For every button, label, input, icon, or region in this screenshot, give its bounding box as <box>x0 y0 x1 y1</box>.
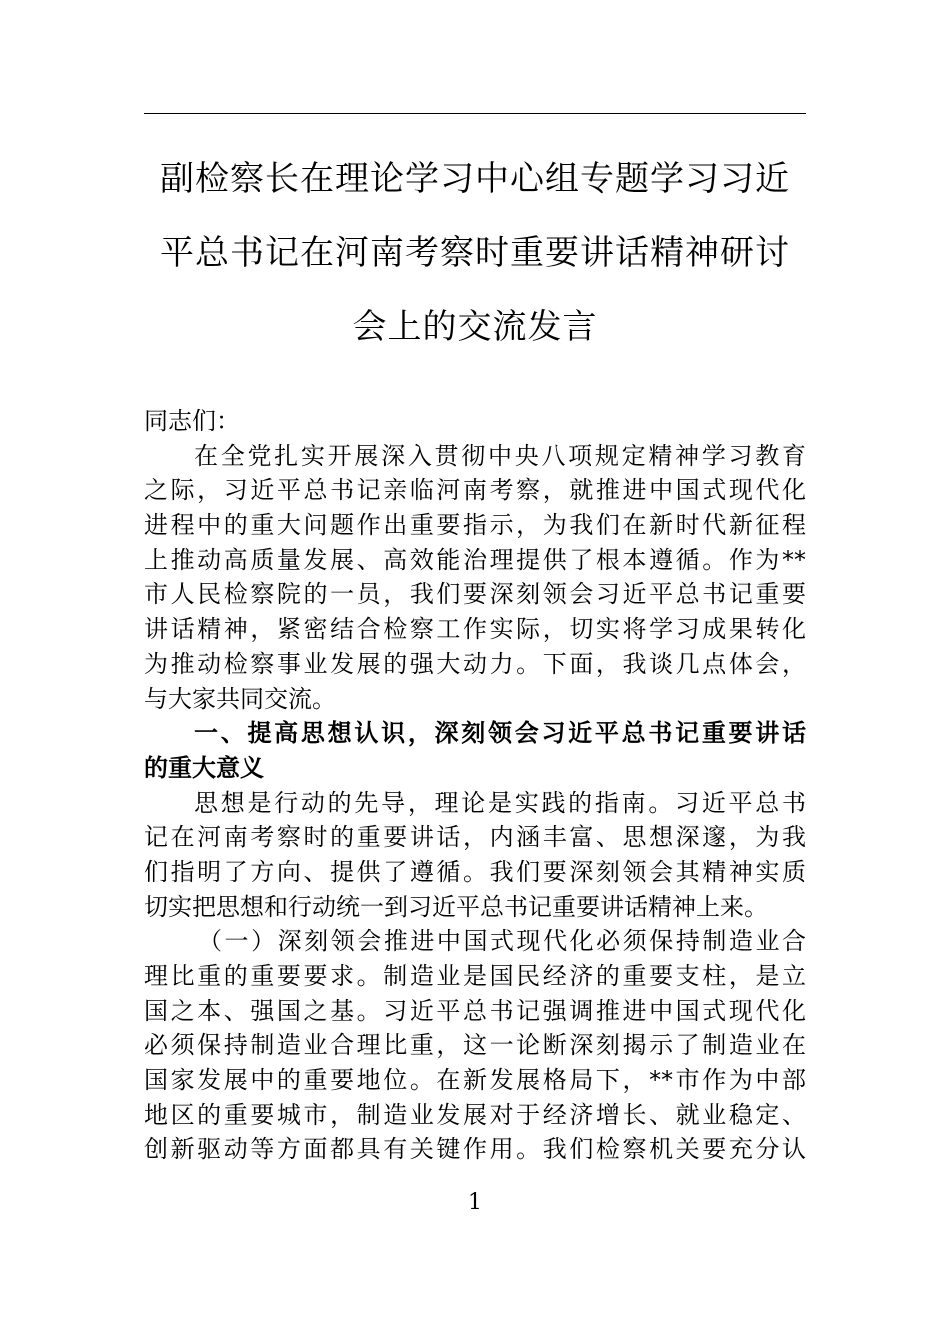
paragraph-line: 记在河南考察时的重要讲话，内涵丰富、思想深邃，为我 <box>144 823 806 852</box>
page-number: 1 <box>468 1190 482 1215</box>
paragraph-line: 市人民检察院的一员，我们要深刻领会习近平总书记重要 <box>144 580 806 609</box>
salutation: 同志们： <box>144 407 240 435</box>
paragraph-line: 切实把思想和行动统一到习近平总书记重要讲话精神上来。 <box>144 892 768 921</box>
section-heading-1: 一、提高思想认识，深刻领会习近平总书记重要讲话 <box>194 719 806 748</box>
document-title <box>144 159 806 384</box>
document-body <box>144 404 806 1167</box>
section-heading-1-cont: 的重大意义 <box>144 753 264 782</box>
paragraph-line: 讲话精神，紧密结合检察工作实际，切实将学习成果转化 <box>144 615 806 644</box>
paragraph-line: 在全党扎实开展深入贯彻中央八项规定精神学习教育 <box>194 441 806 470</box>
title-line-2: 平总书记在河南考察时重要讲话精神研讨 <box>160 233 790 273</box>
title-line-1: 副检察长在理论学习中心组专题学习习近 <box>160 159 790 199</box>
paragraph-line: 地区的重要城市，制造业发展对于经济增长、就业稳定、 <box>144 1100 806 1129</box>
paragraph-line: 为推动检察事业发展的强大动力。下面，我谈几点体会， <box>144 649 806 678</box>
paragraph-line: 国家发展中的重要地位。在新发展格局下，**市作为中部 <box>144 1066 806 1095</box>
paragraph-line: 们指明了方向、提供了遵循。我们要深刻领会其精神实质 <box>144 857 806 886</box>
paragraph-line: 创新驱动等方面都具有关键作用。我们检察机关要充分认 <box>144 1135 806 1164</box>
paragraph-line: 必须保持制造业合理比重，这一论断深刻揭示了制造业在 <box>144 1031 806 1060</box>
title-line-3: 会上的交流发言 <box>352 307 598 347</box>
header-rule <box>144 113 806 114</box>
paragraph-line: 国之本、强国之基。习近平总书记强调推进中国式现代化 <box>144 996 806 1025</box>
paragraph-line: 思想是行动的先导，理论是实践的指南。习近平总书 <box>194 788 806 817</box>
paragraph-line: 理比重的重要要求。制造业是国民经济的重要支柱，是立 <box>144 962 806 990</box>
paragraph-line: 进程中的重大问题作出重要指示，为我们在新时代新征程 <box>144 511 806 540</box>
subsection-line: （一）深刻领会推进中国式现代化必须保持制造业合 <box>198 927 806 956</box>
paragraph-line: 上推动高质量发展、高效能治理提供了根本遵循。作为** <box>144 545 806 574</box>
paragraph-line: 与大家共同交流。 <box>144 684 336 713</box>
paragraph-line: 之际，习近平总书记亲临河南考察，就推进中国式现代化 <box>144 476 806 505</box>
